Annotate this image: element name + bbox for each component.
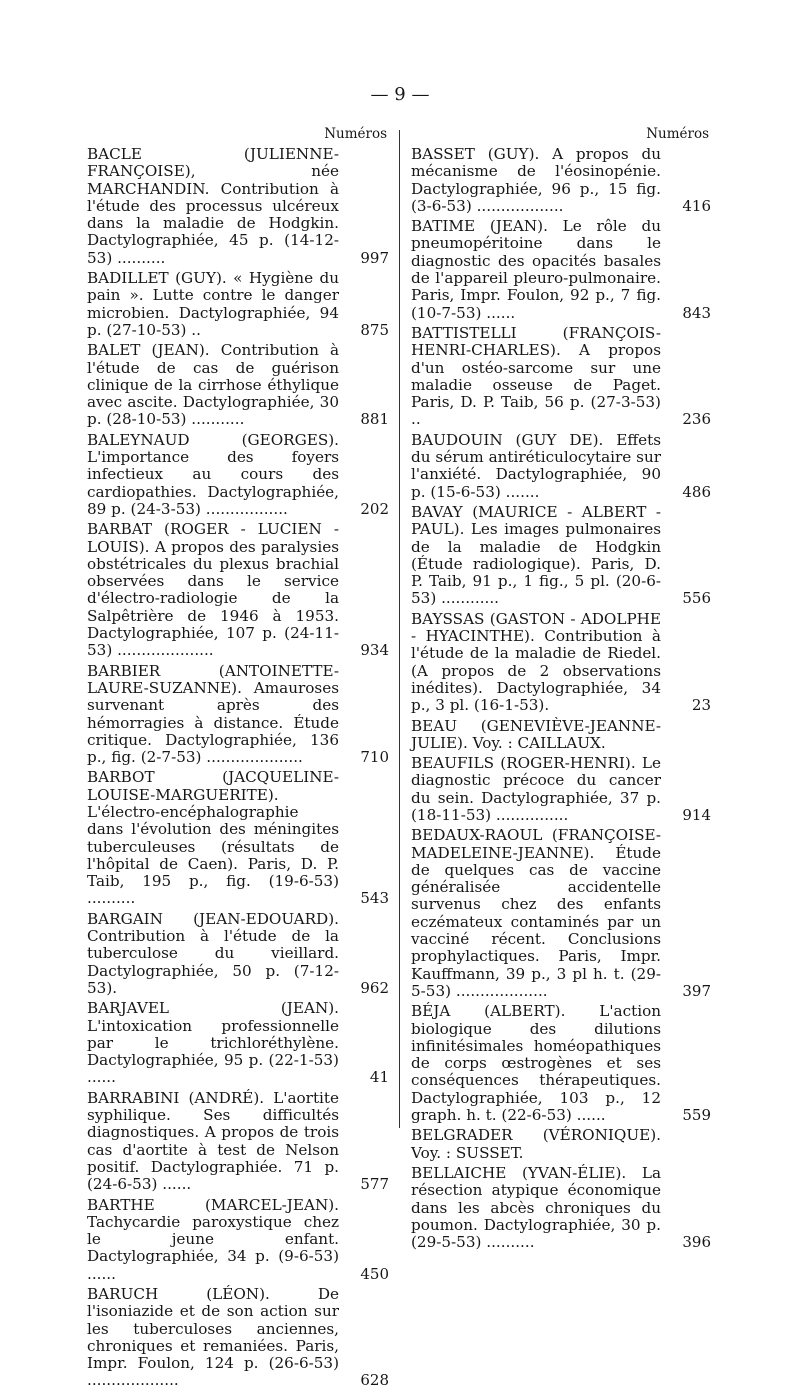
index-entry — [87, 911, 389, 997]
entry-number: 577 — [360, 1175, 389, 1194]
column-header: Numéros — [324, 126, 387, 142]
left-column — [87, 126, 389, 1393]
entry-text: BAVAY (MAURICE - ALBERT - PAUL). Les images pulmonaires de la maladie de Hodgkin (Étude radiologique). Paris, D. P. Taib, 91 p., 1 fig., 5 pl. (20-6-53) ............ — [411, 502, 661, 608]
entry-text: BACLE (JULIENNE-FRANÇOISE), née MARCHANDIN. Contribution à l'étude des processus ulcéreux dans la maladie de Hodgkin. Dactylographiée, 45 p. (14-12-53) .......... — [87, 145, 339, 267]
entry-number: 416 — [682, 196, 711, 215]
column-divider — [399, 130, 400, 1128]
index-entry — [411, 611, 711, 715]
entry-number: 41 — [369, 1068, 389, 1087]
right-column — [411, 126, 711, 1254]
entry-text: BARBOT (JACQUELINE-LOUISE-MARGUERITE). L'électro-encéphalographie dans l'évolution des méningites tuberculeuses (résultats de l'hôpital de Caen). Paris, D. P. Taib, 195 p., fig. (19-6-53) .......... — [87, 768, 339, 908]
index-entry — [411, 827, 711, 1000]
entry-text: BARJAVEL (JEAN). L'intoxication professionnelle par le trichloréthylène. Dactylographiée, 95 p. (22-1-53) ...... — [87, 999, 339, 1087]
index-entry — [87, 1000, 389, 1086]
entry-text: BARTHE (MARCEL-JEAN). Tachycardie paroxystique chez le jeune enfant. Dactylographiée, 34 p. (9-6-53) ...... — [87, 1195, 339, 1283]
entry-number: 997 — [360, 248, 389, 267]
entry-number: 914 — [682, 805, 711, 824]
entry-number: 843 — [682, 303, 711, 322]
entry-number: 628 — [360, 1371, 389, 1390]
entry-text: BARBAT (ROGER - LUCIEN - LOUIS). A propos des paralysies obstétricales du plexus brachial observées dans le service d'électro-radiologie de la Salpêtrière de 1946 à 1953. Dactylographiée, 107 p. (24-11-53) .................... — [87, 520, 339, 660]
entry-text: BALET (JEAN). Contribution à l'étude de cas de guérison clinique de la cirrhose éthylique avec ascite. Dactylographiée, 30 p. (28-10-53) ........... — [87, 341, 339, 429]
entry-number: 23 — [691, 696, 711, 715]
entry-number: 962 — [360, 978, 389, 997]
entry-number: 236 — [682, 410, 711, 429]
entry-text: BADILLET (GUY). « Hygiène du pain ». Lutte contre le danger microbien. Dactylographiée, 94 p. (27-10-53) .. — [87, 269, 339, 339]
entry-text: BAUDOUIN (GUY DE). Effets du sérum antiréticulocytaire sur l'anxiété. Dactylographiée, 90 p. (15-6-53) ....... — [411, 430, 661, 501]
entry-number: 934 — [360, 641, 389, 660]
index-entry — [411, 1003, 711, 1124]
index-entry — [411, 146, 711, 215]
entry-number: 450 — [360, 1264, 389, 1283]
index-entry — [87, 521, 389, 659]
index-entry — [87, 663, 389, 767]
index-entry — [411, 218, 711, 322]
entry-text: BASSET (GUY). A propos du mécanisme de l'éosinopénie. Dactylographiée, 96 p., 15 fig. (3-6-53) .................. — [411, 145, 661, 215]
entry-number: 710 — [360, 748, 389, 767]
entry-number: 881 — [360, 410, 389, 429]
entry-list — [87, 146, 389, 1390]
index-entry — [411, 432, 711, 501]
index-entry — [87, 342, 389, 428]
index-entry — [87, 270, 389, 339]
entry-text: BATTISTELLI (FRANÇOIS-HENRI-CHARLES). A propos d'un ostéo-sarcome sur une maladie osseuse de Paget. Paris, D. P. Taib, 56 p. (27-3-53) .. — [411, 323, 661, 429]
entry-number: 202 — [360, 499, 389, 518]
index-entry — [87, 146, 389, 267]
entry-text: BELGRADER (VÉRONIQUE). Voy. : SUSSET. — [411, 1126, 661, 1162]
entry-text: BEAU (GENEVIÈVE-JEANNE-JULIE). Voy. : CAILLAUX. — [411, 716, 661, 752]
entry-text: BÉJA (ALBERT). L'action biologique des dilutions infinitésimales homéopathiques de corps œstrogènes et ses conséquences thérapeutiques. Dactylographiée, 103 p., 12 graph. h. t. (22-6-53) ...... — [411, 1002, 661, 1125]
entry-number: 396 — [682, 1233, 711, 1252]
entry-text: BARRABINI (ANDRÉ). L'aortite syphilique. Ses difficultés diagnostiques. A propos de trois cas d'aortite à test de Nelson positif. Dactylographiée. 71 p. (24-6-53) ...... — [87, 1088, 339, 1194]
index-entry — [87, 769, 389, 907]
entry-text: BATIME (JEAN). Le rôle du pneumopéritoine dans le diagnostic des opacités basales de l'appareil pleuro-pulmonaire. Paris, Impr. Foulon, 92 p., 7 fig. (10-7-53) ...... — [411, 217, 661, 322]
entry-text: BARUCH (LÉON). De l'isoniazide et de son action sur les tuberculoses anciennes, chroniques et remaniées. Paris, Impr. Foulon, 124 p. (26-6-53) ................... — [87, 1285, 339, 1390]
entry-text: BAYSSAS (GASTON - ADOLPHE - HYACINTHE). Contribution à l'étude de la maladie de Riedel. (A propos de 2 observations inédites). Dactylographiée, 34 p., 3 pl. (16-1-53). — [411, 609, 661, 715]
index-entry — [411, 504, 711, 608]
page-number: — 9 — — [370, 84, 430, 105]
entry-text: BALEYNAUD (GEORGES). L'importance des foyers infectieux au cours des cardiopathies. Dactylographiée, 89 p. (24-3-53) ................. — [87, 430, 339, 518]
entry-number: 397 — [682, 981, 711, 1000]
entry-text: BARBIER (ANTOINETTE-LAURE-SUZANNE). Amauroses survenant après des hémorragies à distance. Étude critique. Dactylographiée, 136 p., fig. (2-7-53) .................... — [87, 661, 339, 767]
entry-text: BEAUFILS (ROGER-HENRI). Le diagnostic précoce du cancer du sein. Dactylographiée, 37 p. (18-11-53) ............... — [411, 754, 661, 824]
index-entry — [411, 755, 711, 824]
index-entry — [87, 1286, 389, 1390]
entry-number: 556 — [682, 589, 711, 608]
index-entry — [87, 1197, 389, 1283]
entry-number: 543 — [360, 889, 389, 908]
index-entry — [87, 432, 389, 518]
index-entry — [411, 1165, 711, 1251]
index-entry — [411, 718, 711, 753]
index-entry — [411, 325, 711, 429]
index-entry — [87, 1090, 389, 1194]
entry-text: BEDAUX-RAOUL (FRANÇOISE-MADELEINE-JEANNE). Étude de quelques cas de vaccine généralisée accidentelle survenus chez des enfants eczémateux contaminés par un vacciné récent. Conclusions prophylactiques. Paris, Impr. Kauffmann, 39 p., 3 pl h. t. (29-5-53) ................... — [411, 826, 661, 1000]
entry-text: BARGAIN (JEAN-EDOUARD). Contribution à l'étude de la tuberculose du vieillard. Dactylographiée, 50 p. (7-12-53). — [87, 909, 339, 997]
entry-number: 486 — [682, 482, 711, 501]
column-header: Numéros — [646, 126, 709, 142]
entry-list — [411, 146, 711, 1251]
index-entry — [411, 1127, 711, 1162]
entry-number: 559 — [682, 1106, 711, 1125]
entry-text: BELLAICHE (YVAN-ÉLIE). La résection atypique économique dans les abcès chroniques du poumon. Dactylographiée, 30 p. (29-5-53) .......... — [411, 1163, 661, 1252]
entry-number: 875 — [360, 320, 389, 339]
